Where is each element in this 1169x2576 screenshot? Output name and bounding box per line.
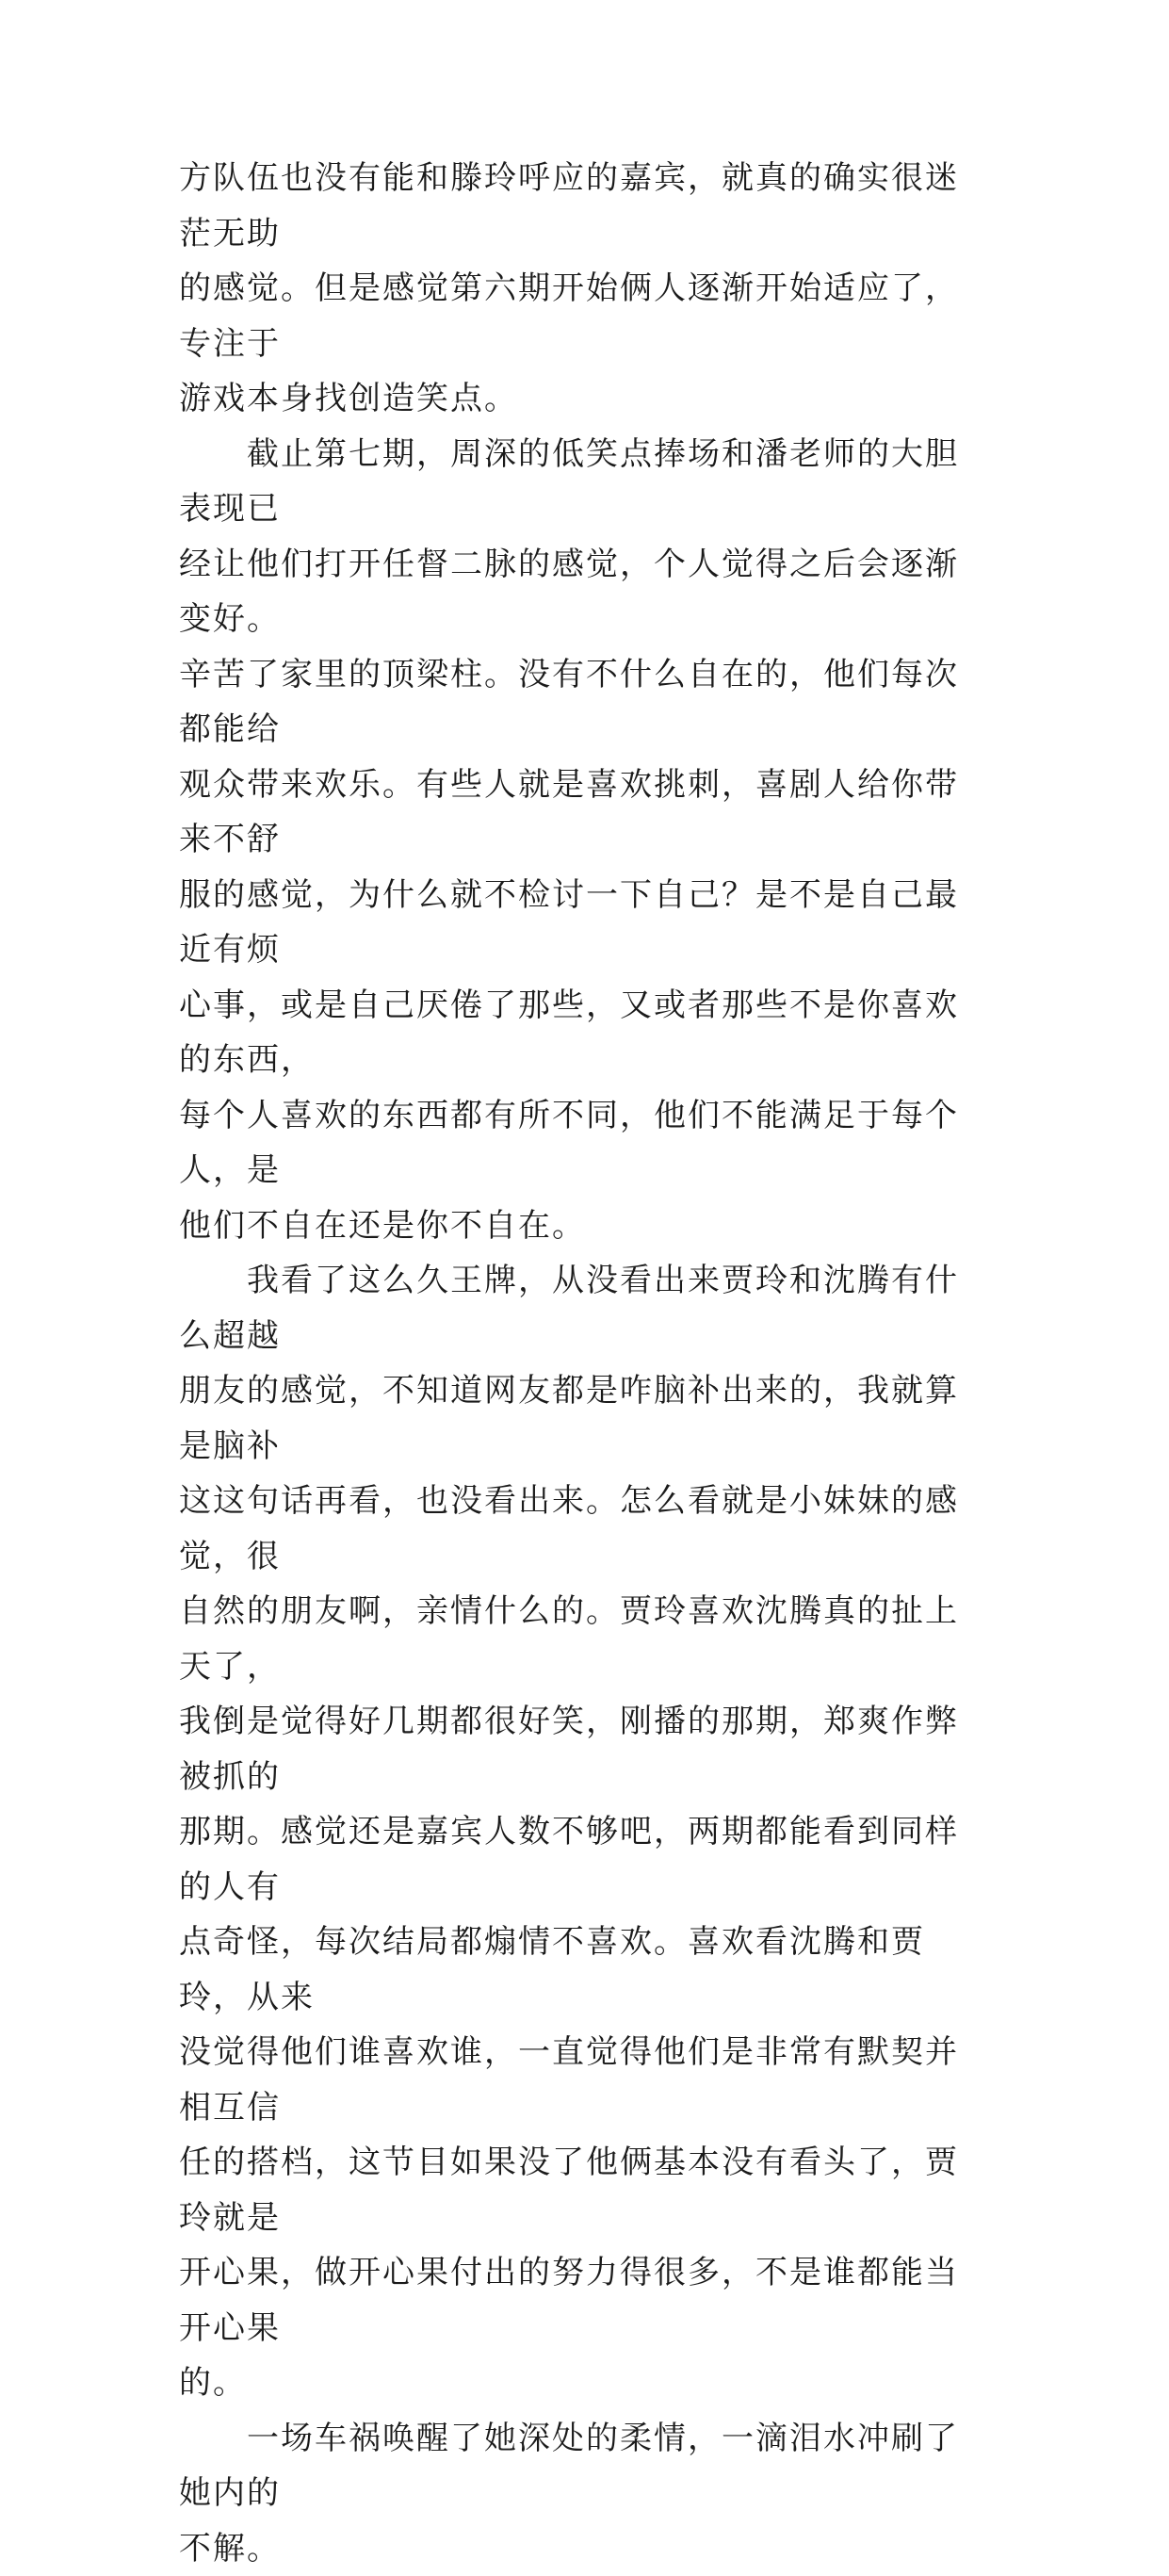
paragraph-3: 我看了这么久王牌，从没看出来贾玲和沈腾有什么超越 朋友的感觉，不知道网友都是咋脑补出来的，我就算是脑补 这这句话再看，也没看出来。怎么看就是小妹妹的感觉，很 自然的朋友啊，亲情什么的。贾玲喜欢沈腾真的扯上天了， 我倒是觉得好几期都很好笑，刚播的那期，郑爽作弊被抓的 那期。感觉还是嘉宾人数不够吧，两期都能看到同样的人有 点奇怪，每次结局都煽情不喜欢。喜欢看沈腾和贾玲，从来 没觉得他们谁喜欢谁，一直觉得他们是非常有默契并相互信 任的搭档，这节目如果没了他俩基本没有看头了，贾玲就是 开心果，做开心果付出的努力得很多，不是谁都能当开心果 的。	[179, 1253, 989, 2411]
paragraph-2: 截止第七期，周深的低笑点捧场和潘老师的大胆表现已 经让他们打开任督二脉的感觉，个人觉得之后会逐渐变好。 辛苦了家里的顶梁柱。没有不什么自在的，他们每次都能给 观众带来欢乐。有些人就是喜欢挑刺，喜剧人给你带来不舒 服的感觉，为什么就不检讨一下自己？是不是自己最近有烦 心事，或是自己厌倦了那些，又或者那些不是你喜欢的东西， 每个人喜欢的东西都有所不同，他们不能满足于每个人，是 他们不自在还是你不自在。	[179, 427, 989, 1254]
paragraph-4: 一场车祸唤醒了她深处的柔情，一滴泪水冲刷了她内的 不解。	[179, 2411, 989, 2576]
paragraph-1: 方队伍也没有能和滕玲呼应的嘉宾，就真的确实很迷茫无助 的感觉。但是感觉第六期开始俩人逐渐开始适应了，专注于 游戏本身找创造笑点。	[179, 151, 989, 427]
document-body	[179, 151, 989, 2576]
